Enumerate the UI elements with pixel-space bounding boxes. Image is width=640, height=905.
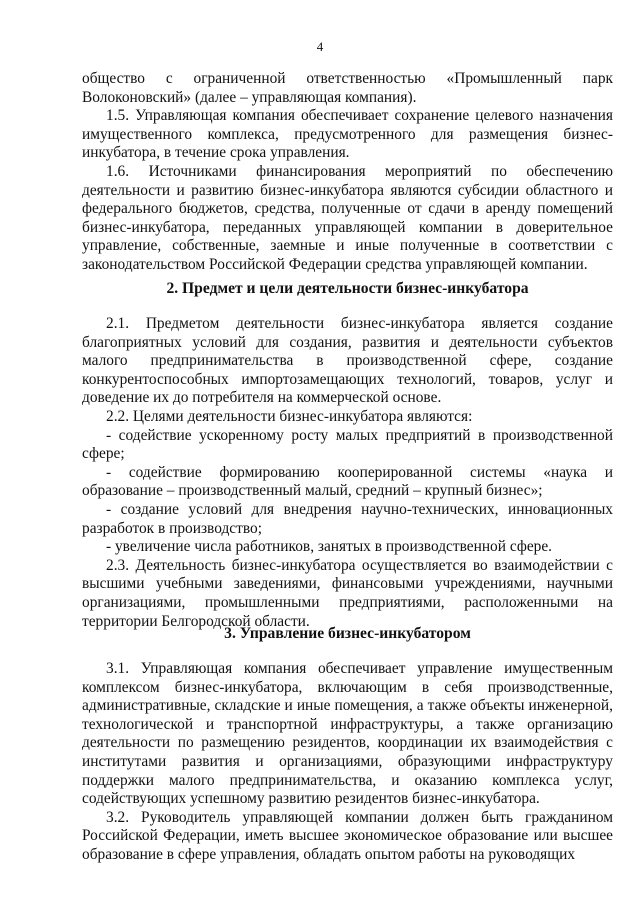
intro-block — [82, 70, 613, 275]
list-item-goal-4: - увеличение числа работников, занятых в производственной сфере. — [106, 538, 553, 556]
paragraph-1-6: 1.6. Источниками финансирования мероприятий по обеспечению деятельности и развитию бизнес-инкубатора являются субсидии областного и федерального бюджетов, средства, полученные от сдачи в аренду помещений бизнес-инкубатора, переданных управляющей компании в доверительное управление, собственные, заемные и иные полученные в соответствии с законодательством Российской Федерации средства управляющей компании. — [82, 162, 613, 273]
list-item-goal-1: - содействие ускоренному росту малых предприятий в производственной сфере; — [82, 426, 613, 463]
paragraph-2-2: 2.2. Целями деятельности бизнес-инкубатора являются: — [106, 407, 473, 425]
section-2-body — [82, 315, 613, 631]
section-3-title: 3. Управление бизнес-инкубатором — [224, 625, 471, 642]
paragraph-3-2: 3.2. Руководитель управляющей компании должен быть гражданином Российской Федерации, иметь высшее экономическое образование или высшее образование в сфере управления, обладать опытом работы на руководящих — [82, 808, 613, 863]
paragraph-3-1: 3.1. Управляющая компания обеспечивает управление имущественным комплексом бизнес-инкубатора, включающим в себя производственные, административные, складские и иные помещения, а также объекты инженерной, технологической и транспортной инфраструктуры, а также организацию деятельности по размещению резидентов, координации их взаимодействия с институтами развития и организациями, образующими инфраструктуру поддержки малого предпринимательства, и оказанию комплекса услуг, содействующих успешному развитию резидентов бизнес-инкубатора. — [82, 660, 613, 808]
section-2-title: 2. Предмет и цели деятельности бизнес-инкубатора — [166, 280, 529, 297]
paragraph-1-5: 1.5. Управляющая компания обеспечивает сохранение целевого назначения имущественного комплекса, предусмотренного для размещения бизнес-инкубатора, в течение срока управления. — [82, 107, 613, 162]
list-item-goal-2: - содействие формированию кооперированной системы «наука и образование – производственный малый, средний – крупный бизнес»; — [82, 463, 613, 500]
intro-paragraph: общество с ограниченной ответственностью «Промышленный парк Волоконовский» (далее – управляющая компания). — [82, 70, 613, 106]
list-item-goal-3: - создание условий для внедрения научно-технических, инновационных разработок в производство; — [82, 500, 613, 537]
paragraph-2-3: 2.3. Деятельность бизнес-инкубатора осуществляется во взаимодействии с высшими учебными заведениями, финансовыми учреждениями, научными организациями, промышленными предприятиями, расположенными на территории Белгородской области. — [82, 556, 613, 630]
paragraph-2-1: 2.1. Предметом деятельности бизнес-инкубатора является создание благоприятных условий для создания, развития и деятельности субъектов малого предпринимательства в производственной сфере, создание конкурентоспособных импортозамещающих технологий, товаров, услуг и доведение их до потребителя на коммерческой основе. — [82, 315, 613, 407]
page-number: 4 — [316, 39, 324, 54]
section-3-body — [82, 660, 613, 865]
